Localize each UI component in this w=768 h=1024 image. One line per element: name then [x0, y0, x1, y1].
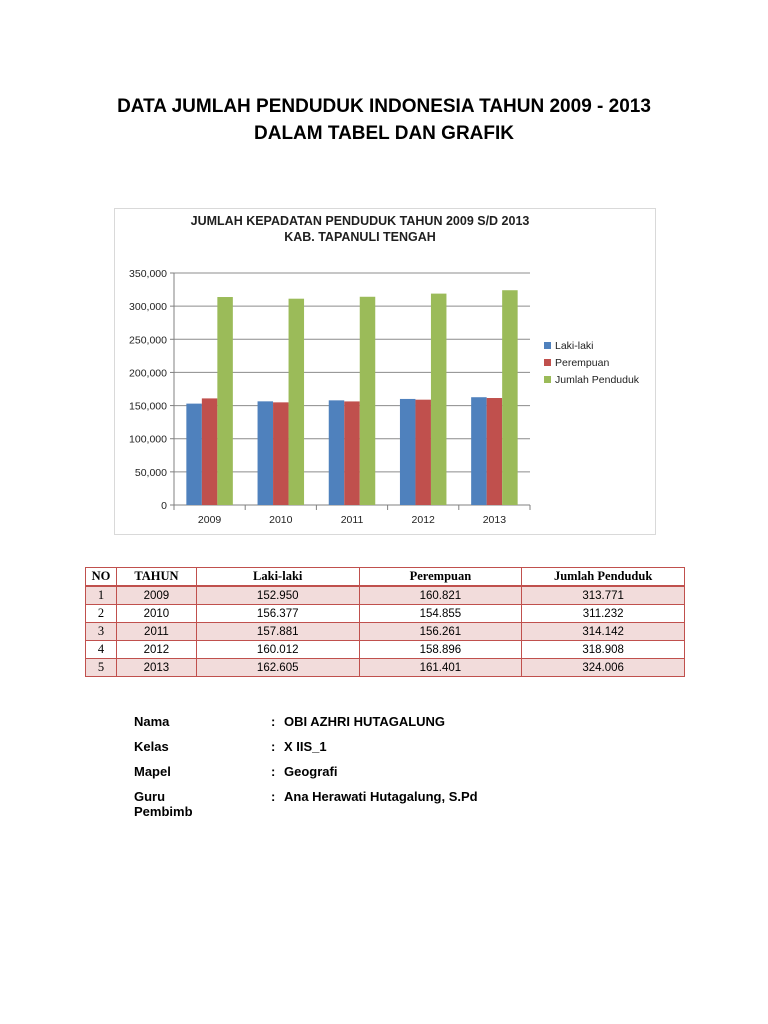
x-tick-label: 2013 [482, 514, 507, 526]
bar-perempuan-2013 [487, 398, 503, 505]
bar-perempuan-2010 [273, 402, 289, 505]
cell-no: 1 [86, 586, 117, 605]
cell-perempuan: 160.821 [359, 586, 522, 605]
cell-perempuan: 156.261 [359, 623, 522, 641]
document-title-line-2: DALAM TABEL DAN GRAFIK [254, 123, 514, 144]
table-row [86, 586, 685, 605]
y-tick-label: 250,000 [129, 334, 167, 347]
info-colon: : [271, 739, 276, 754]
x-tick-label: 2010 [269, 514, 293, 526]
bar-perempuan-2009 [202, 398, 218, 505]
population-chart [114, 208, 656, 535]
cell-tahun: 2013 [116, 659, 196, 677]
info-value: OBI AZHRI HUTAGALUNG [284, 714, 446, 729]
info-value: Geografi [284, 764, 338, 779]
y-tick-label: 50,000 [134, 466, 167, 479]
x-tick-label: 2012 [411, 514, 435, 526]
table-row [86, 605, 685, 623]
header-perempuan: Perempuan [359, 568, 522, 587]
cell-tahun: 2009 [116, 586, 196, 605]
cell-laki-laki: 157.881 [196, 623, 359, 641]
cell-laki-laki: 162.605 [196, 659, 359, 677]
cell-no: 3 [86, 623, 117, 641]
bar-jumlah-penduduk-2012 [431, 294, 447, 505]
cell-no: 4 [86, 641, 117, 659]
table-row [86, 623, 685, 641]
cell-jumlah: 324.006 [522, 659, 685, 677]
cell-laki-laki: 152.950 [196, 586, 359, 605]
info-label: Nama [134, 714, 170, 729]
cell-laki-laki: 160.012 [196, 641, 359, 659]
header-tahun: TAHUN [116, 568, 196, 587]
chart-title-line-1: JUMLAH KEPADATAN PENDUDUK TAHUN 2009 S/D 2013 [190, 214, 530, 228]
cell-jumlah: 311.232 [522, 605, 685, 623]
x-tick-label: 2011 [340, 514, 364, 526]
cell-tahun: 2012 [116, 641, 196, 659]
table-header-row [86, 568, 685, 587]
bar-laki-laki-2010 [258, 401, 274, 505]
legend-swatch-laki-laki [544, 342, 551, 349]
bar-perempuan-2011 [344, 401, 360, 505]
info-colon: : [271, 789, 276, 804]
bar-jumlah-penduduk-2010 [289, 299, 305, 505]
info-colon: : [271, 764, 276, 779]
cell-no: 5 [86, 659, 117, 677]
cell-jumlah: 313.771 [522, 586, 685, 605]
cell-tahun: 2010 [116, 605, 196, 623]
cell-tahun: 2011 [116, 623, 196, 641]
y-tick-label: 100,000 [129, 433, 167, 446]
cell-perempuan: 161.401 [359, 659, 522, 677]
cell-jumlah: 318.908 [522, 641, 685, 659]
cell-no: 2 [86, 605, 117, 623]
chart-svg [115, 209, 655, 534]
legend-label-perempuan: Perempuan [555, 357, 610, 369]
y-tick-label: 200,000 [129, 367, 167, 380]
bar-jumlah-penduduk-2011 [360, 297, 376, 505]
info-colon: : [271, 714, 276, 729]
info-label: Kelas [134, 739, 169, 754]
info-label: Mapel [134, 764, 171, 779]
table-row [86, 641, 685, 659]
bar-perempuan-2012 [415, 400, 431, 505]
y-tick-label: 300,000 [129, 301, 167, 314]
table-row [86, 659, 685, 677]
cell-laki-laki: 156.377 [196, 605, 359, 623]
document-title-line-1: DATA JUMLAH PENDUDUK INDONESIA TAHUN 2009 - 2013 [117, 96, 651, 117]
bar-laki-laki-2009 [186, 404, 202, 505]
cell-perempuan: 154.855 [359, 605, 522, 623]
chart-title-line-2: KAB. TAPANULI TENGAH [284, 230, 436, 244]
legend-label-jumlah-penduduk: Jumlah Penduduk [555, 374, 640, 386]
y-tick-label: 350,000 [129, 268, 167, 280]
y-tick-label: 0 [161, 500, 167, 512]
bar-laki-laki-2012 [400, 399, 416, 505]
legend-swatch-jumlah-penduduk [544, 376, 551, 383]
bar-laki-laki-2011 [329, 400, 345, 505]
x-tick-label: 2009 [197, 514, 222, 526]
info-label: Guru Pembimb [134, 789, 193, 819]
population-table [85, 567, 685, 677]
header-laki-laki: Laki-laki [196, 568, 359, 587]
y-tick-label: 150,000 [129, 400, 167, 413]
header-no: NO [86, 568, 117, 587]
legend-swatch-perempuan [544, 359, 551, 366]
bar-laki-laki-2013 [471, 397, 487, 505]
info-value: Ana Herawati Hutagalung, S.Pd [284, 789, 478, 804]
header-jumlah-penduduk: Jumlah Penduduk [522, 568, 685, 587]
legend-label-laki-laki: Laki-laki [555, 340, 594, 352]
cell-perempuan: 158.896 [359, 641, 522, 659]
bar-jumlah-penduduk-2013 [502, 290, 518, 505]
bar-jumlah-penduduk-2009 [217, 297, 233, 505]
info-value: X IIS_1 [284, 739, 327, 754]
cell-jumlah: 314.142 [522, 623, 685, 641]
